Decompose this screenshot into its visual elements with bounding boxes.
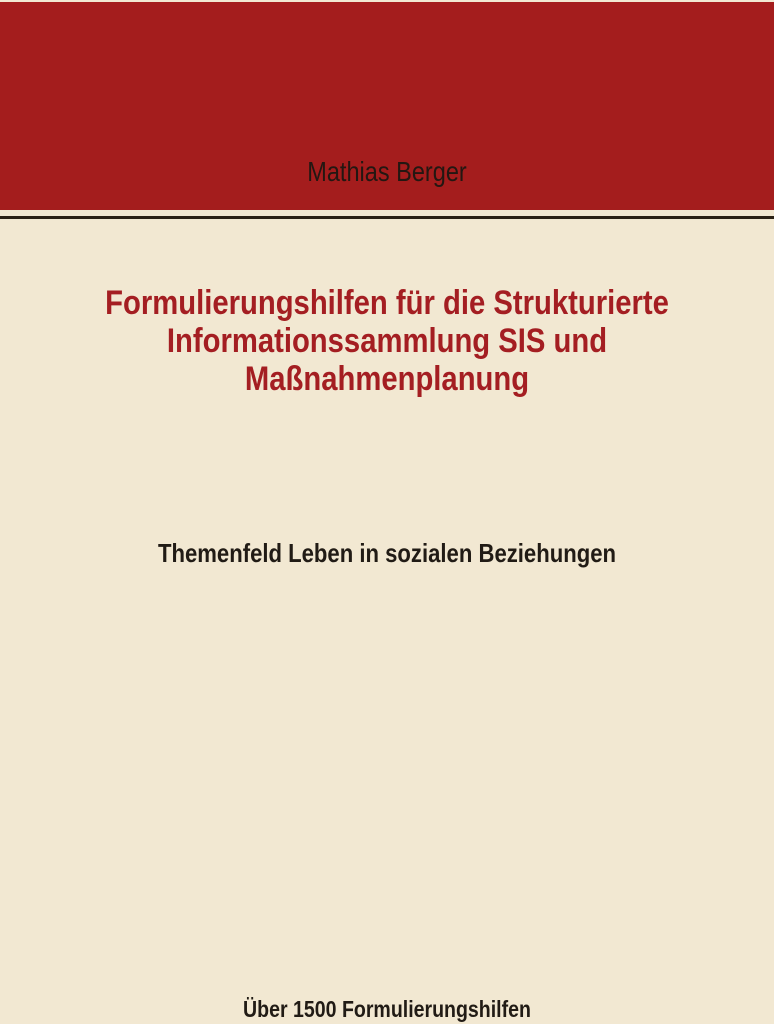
divider-rule bbox=[0, 216, 774, 219]
book-tagline: Über 1500 Formulierungshilfen bbox=[243, 996, 531, 1022]
book-title-line-2: Informationssammlung SIS und bbox=[166, 322, 608, 360]
author-name: Mathias Berger bbox=[307, 156, 467, 187]
book-title-line-3: Maßnahmenplanung bbox=[244, 360, 530, 398]
book-title bbox=[54, 284, 720, 398]
header-band bbox=[0, 2, 774, 210]
book-subtitle: Themenfeld Leben in sozialen Beziehungen bbox=[157, 538, 617, 568]
book-title-line-1: Formulierungshilfen für die Strukturierte bbox=[105, 284, 669, 322]
